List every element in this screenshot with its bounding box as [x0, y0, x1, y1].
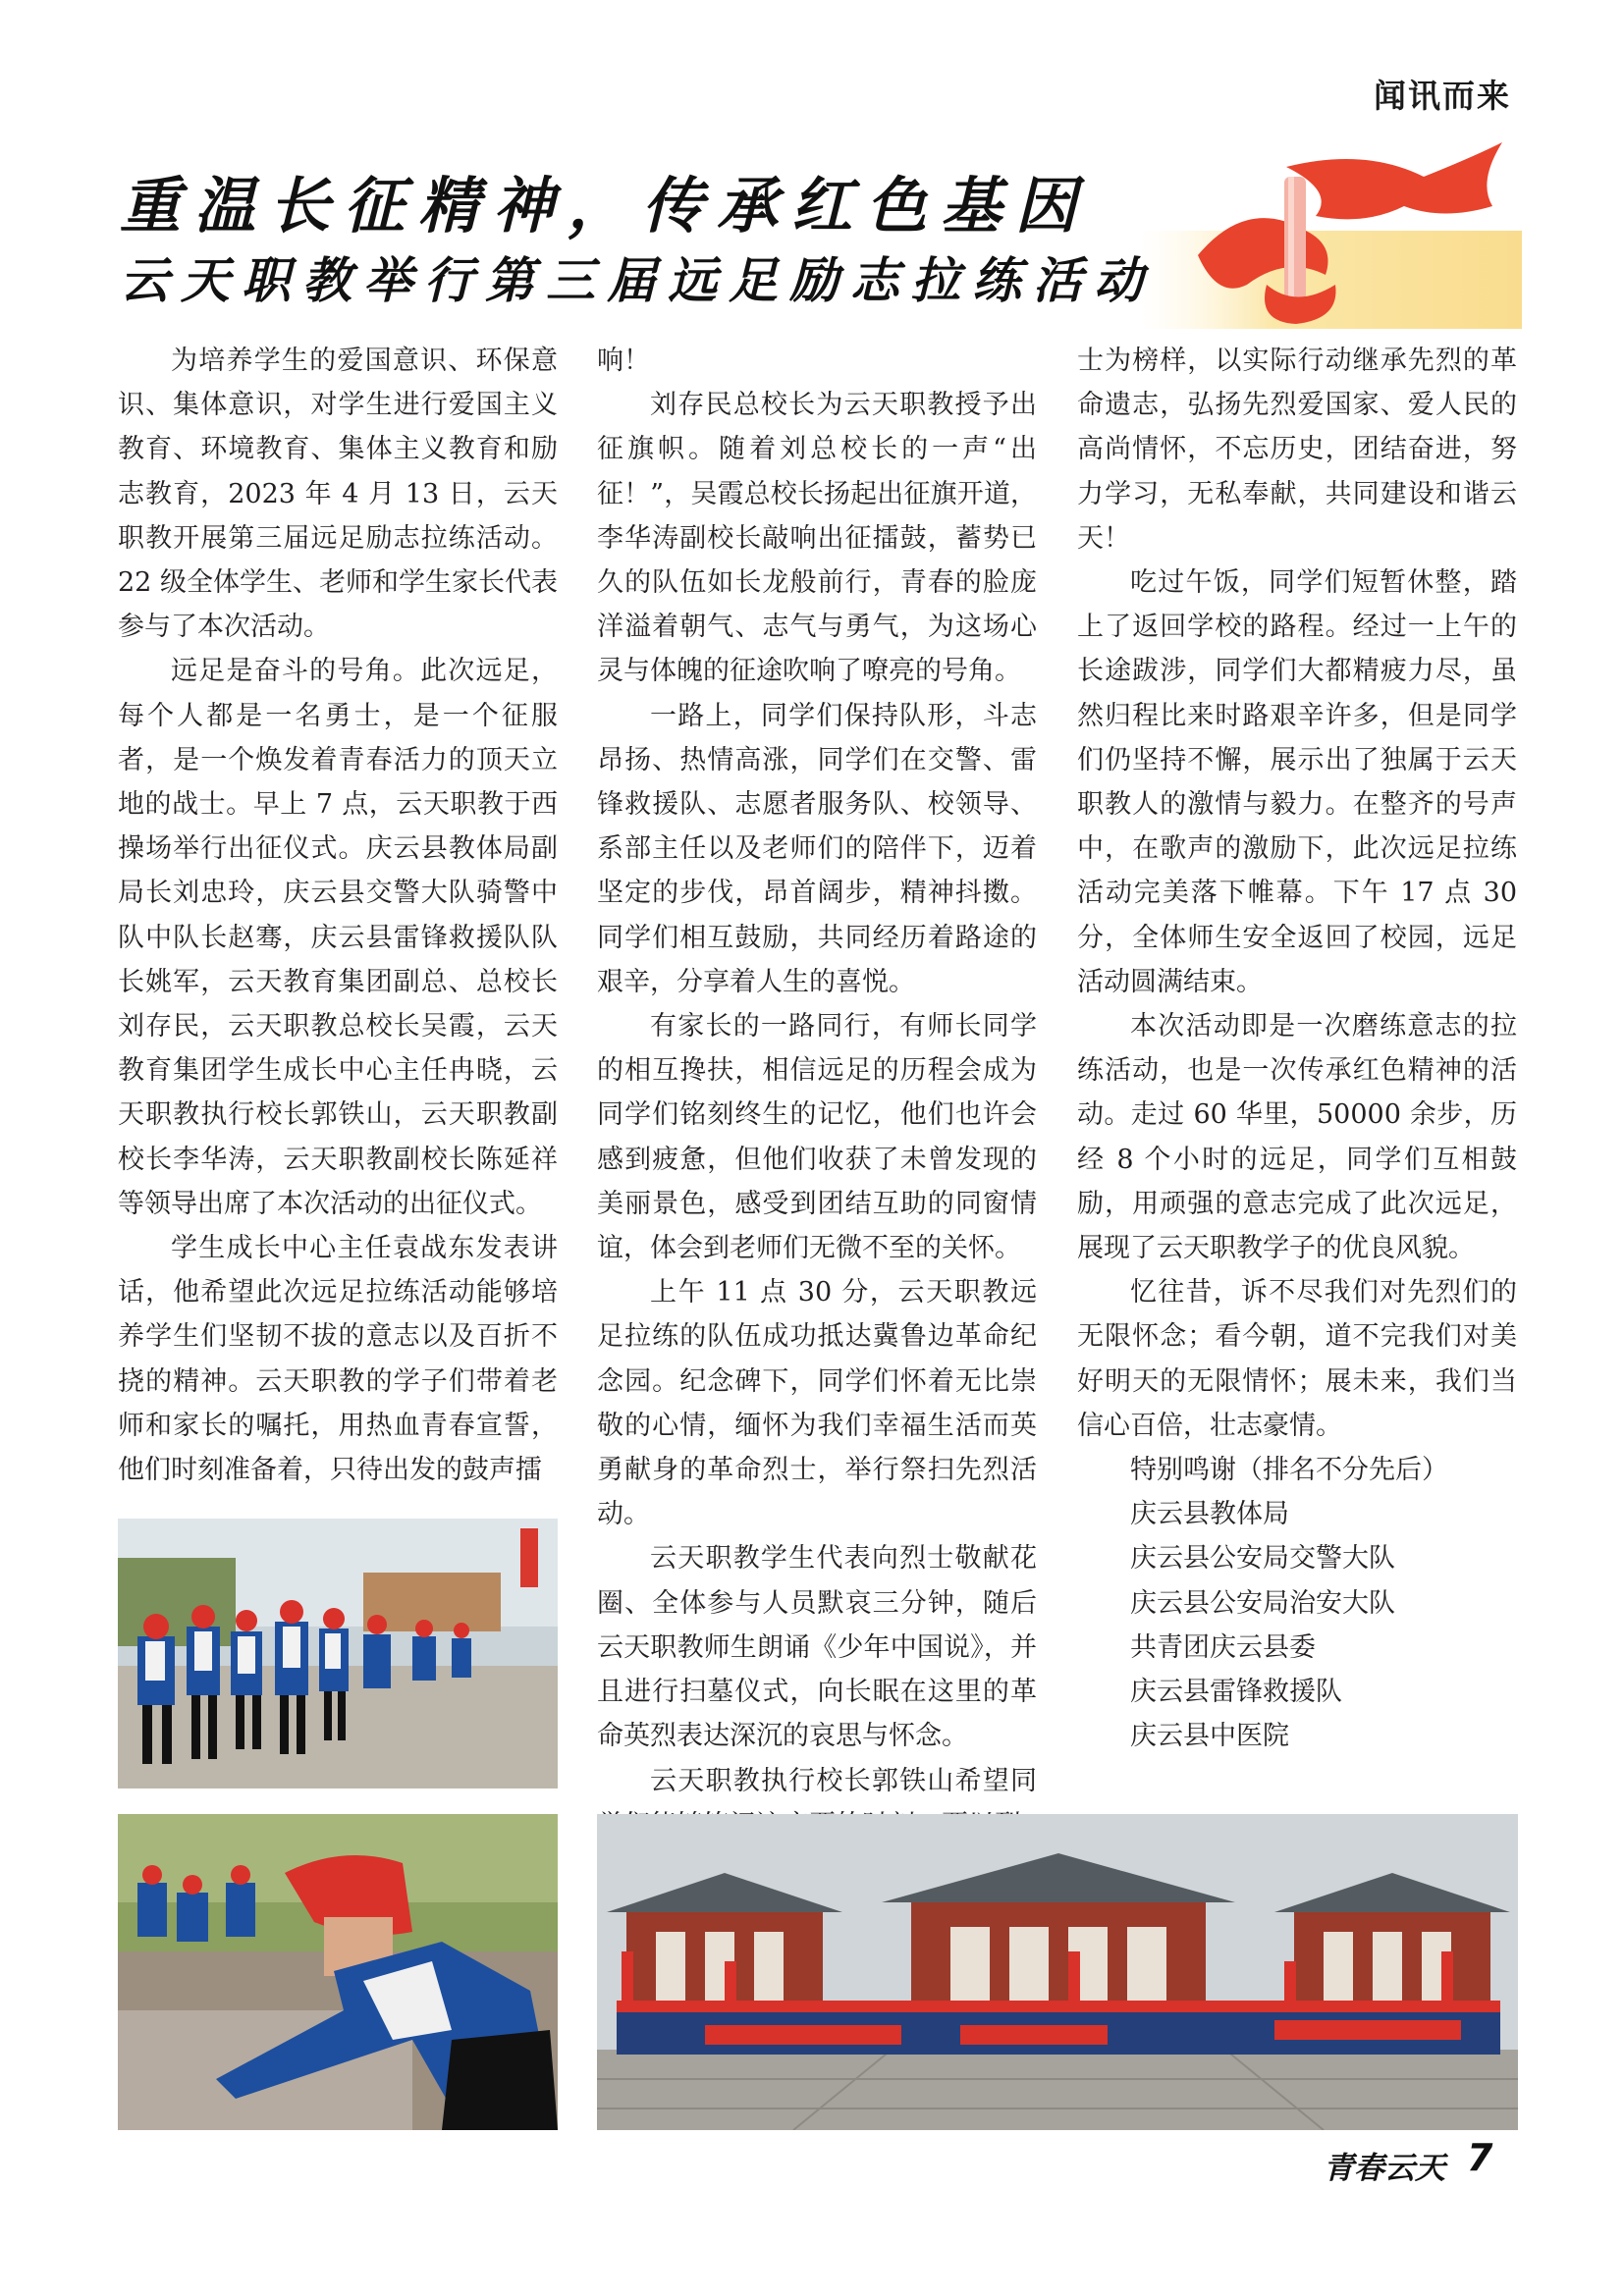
article-column-2 [597, 339, 1037, 1847]
paragraph: 刘存民总校长为云天职教授予出征旗帜。随着刘总校长的一声“出征！”，吴霞总校长扬起出征旗开道，李华涛副校长敲响出征擂鼓，蓄势已久的队伍如长龙般前行，青春的脸庞洋溢着朝气、志气与勇气，为这场心灵与体魄的征途吹响了嘹亮的号角。 [597, 390, 1037, 687]
acknowledgement-item: 共青团庆云县委 [1130, 1631, 1316, 1663]
paragraph: 一路上，同学们保持队形，斗志昂扬、热情高涨，同学们在交警、雷锋救援队、志愿者服务队、校领导、系部主任以及老师们的陪伴下，迈着坚定的步伐，昂首阔步，精神抖擞。同学们相互鼓励，共同经历着路途的艰辛，分享着人生的喜悦。 [597, 700, 1037, 997]
article-column-3 [1077, 339, 1517, 1759]
paragraph: 云天职教执行校长郭铁山希望同 [650, 1765, 1037, 1796]
paragraph: 学生成长中心主任袁战东发表讲话，他希望此次远足拉练活动能够培养学生们坚韧不拔的意志以及百折不挠的精神。云天职教的学子们带着老师和家长的嘱托，用热血青春宣誓，他们时刻准备着，只待出发的鼓声擂 [118, 1233, 558, 1486]
paragraph-continuation: 士为榜样，以实际行动继承先烈的革命遗志，弘扬先烈爱国家、爱人民的高尚情怀，不忘历史，团结奋进，努力学习，无私奉献，共同建设和谐云天！ [1077, 346, 1517, 554]
torch-banner-icon [1139, 137, 1522, 329]
paragraph: 有家长的一路同行，有师长同学的相互搀扶，相信远足的历程会成为同学们铭刻终生的记忆，他们也许会感到疲惫，但他们收获了未曾发现的美丽景色，感受到团结互助的同窗情谊，体会到老师们无微不至的关怀。 [597, 1011, 1037, 1264]
paragraph: 吃过午饭，同学们短暂休整，踏上了返回学校的路程。经过一上午的长途跋涉，同学们大都精疲力尽，虽然归程比来时路艰辛许多，但是同学们仍坚持不懈，展示出了独属于云天职教人的激情与毅力。在整齐的号声中，在歌声的激励下，此次远足拉练活动完美落下帷幕。下午 17 点 30 分，全体师生安全返回了校园，远足活动圆满结束。 [1077, 567, 1517, 997]
headline: 重温长征精神，传承红色基因 [120, 170, 1091, 241]
section-tag: 闻讯而来 [1374, 77, 1511, 115]
acknowledgement-item: 庆云县中医院 [1130, 1721, 1289, 1752]
acknowledgements [1077, 1448, 1517, 1758]
paragraph: 上午 11 点 30 分，云天职教远足拉练的队伍成功抵达冀鲁边革命纪念园。纪念碑下，同学们怀着无比崇敬的心情，缅怀为我们幸福生活而英勇献身的革命烈士，举行祭扫先烈活动。 [597, 1277, 1037, 1530]
paragraph: 忆往昔，诉不尽我们对先烈们的无限怀念；看今朝，道不完我们对美好明天的无限情怀；展未来，我们当信心百倍，壮志豪情。 [1077, 1277, 1517, 1441]
photo-student-at-memorial [118, 1814, 558, 2130]
acknowledgement-item: 庆云县雷锋救援队 [1130, 1677, 1342, 1708]
paragraph: 为培养学生的爱国意识、环保意识、集体意识，对学生进行爱国主义教育、环境教育、集体主义教育和励志教育，2023 年 4 月 13 日，云天职教开展第三届远足励志拉练活动。22 级全体学生、老师和学生家长代表参与了本次活动。 [118, 346, 558, 643]
acknowledgement-item: 庆云县教体局 [1130, 1499, 1289, 1530]
photo-students-marching [118, 1519, 558, 1789]
acknowledgement-item: 庆云县公安局交警大队 [1130, 1543, 1395, 1575]
article-column-1 [118, 339, 558, 1492]
magazine-brand: 青春云天 [1324, 2151, 1445, 2186]
paragraph: 本次活动即是一次磨练意志的拉练活动，也是一次传承红色精神的活动。走过 60 华里，50000 余步，历经 8 个小时的远足，同学们互相鼓励，用顽强的意志完成了此次远足，展现了云天职教学子的优良风貌。 [1077, 1011, 1517, 1264]
subheadline: 云天职教举行第三届远足励志拉练活动 [120, 251, 1155, 309]
paragraph: 云天职教学生代表向烈士敬献花圈、全体参与人员默哀三分钟，随后云天职教师生朗诵《少年中国说》，并且进行扫墓仪式，向长眠在这里的革命英烈表达深沉的哀思与怀念。 [597, 1543, 1037, 1752]
acknowledgement-heading: 特别鸣谢（排名不分先后） [1130, 1455, 1448, 1486]
paragraph: 远足是奋斗的号角。此次远足，每个人都是一名勇士，是一个征服者，是一个焕发着青春活力的顶天立地的战士。早上 7 点，云天职教于西操场举行出征仪式。庆云县教体局副局长刘忠玲，庆云县交警大队骑警中队中队长赵骞，庆云县雷锋救援队队长姚军，云天教育集团副总、总校长刘存民，云天职教总校长吴霞，云天教育集团学生成长中心主任冉晓，云天职教执行校长郭铁山，云天职教副校长李华涛，云天职教副校长陈延祥等领导出席了本次活动的出征仪式。 [118, 656, 558, 1219]
paragraph-continuation: 响！ [597, 346, 650, 376]
acknowledgement-item: 庆云县公安局治安大队 [1130, 1587, 1395, 1619]
photo-group-at-memorial-hall [597, 1814, 1518, 2130]
page-number: 7 [1467, 2136, 1493, 2179]
